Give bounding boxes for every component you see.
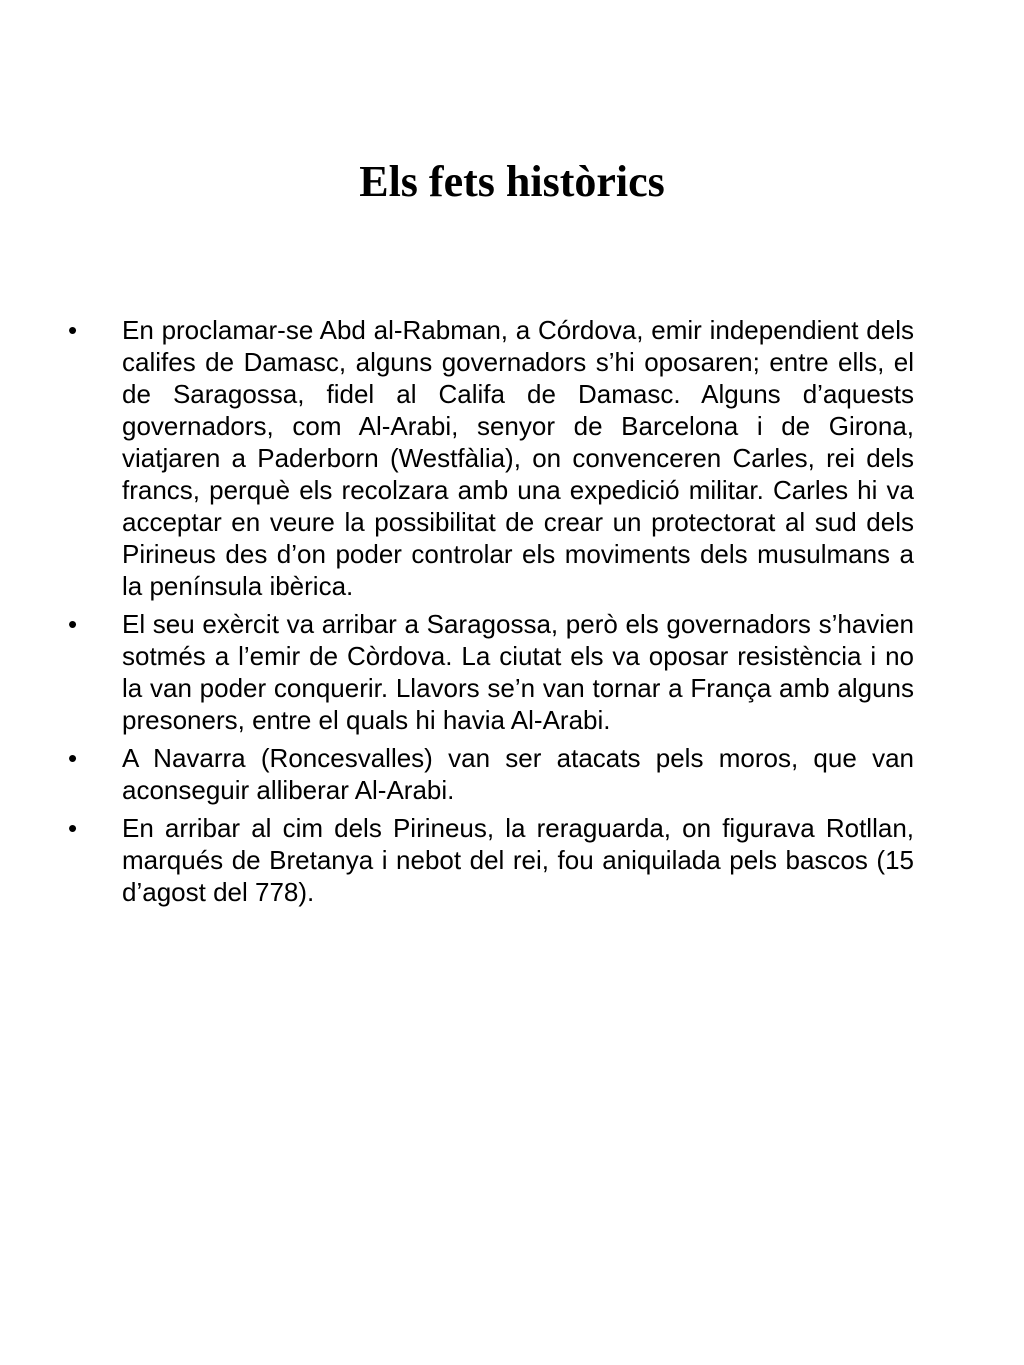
bullet-icon: • <box>68 315 78 345</box>
list-item <box>0 608 1024 736</box>
list-item-text: El seu exèrcit va arribar a Saragossa, però els governadors s’havien sotmés a l’emir de Còrdova. La ciutat els va oposar resistència i no la van poder conquerir. Llavors se’n van tornar a França amb alguns presoners, entre el quals hi havia Al-Arabi. <box>122 609 914 735</box>
page-title: Els fets històrics <box>359 157 665 206</box>
bullet-list <box>0 314 1024 914</box>
list-item-text: En proclamar-se Abd al-Rabman, a Córdova, emir independient dels califes de Damasc, alguns governadors s’hi oposaren; entre ells, el de Saragossa, fidel al Califa de Damasc. Alguns d’aquests governadors, com Al-Arabi, senyor de Barcelona i de Girona, viatjaren a Paderborn (Westfàlia), on convenceren Carles, rei dels francs, perquè els recolzara amb una expedició militar. Carles hi va acceptar en veure la possibilitat de crear un protectorat al sud dels Pirineus des d’on poder controlar els moviments dels musulmans a la península ibèrica. <box>122 315 914 601</box>
list-item <box>0 742 1024 806</box>
bullet-icon: • <box>68 609 78 639</box>
list-item <box>0 314 1024 602</box>
list-item <box>0 812 1024 908</box>
list-item-text: A Navarra (Roncesvalles) van ser atacats pels moros, que van aconseguir alliberar Al-Arabi. <box>122 743 914 805</box>
bullet-icon: • <box>68 743 78 773</box>
bullet-icon: • <box>68 813 78 843</box>
list-item-text: En arribar al cim dels Pirineus, la reraguarda, on figurava Rotllan, marqués de Bretanya i nebot del rei, fou aniquilada pels bascos (15 d’agost del 778). <box>122 813 914 907</box>
